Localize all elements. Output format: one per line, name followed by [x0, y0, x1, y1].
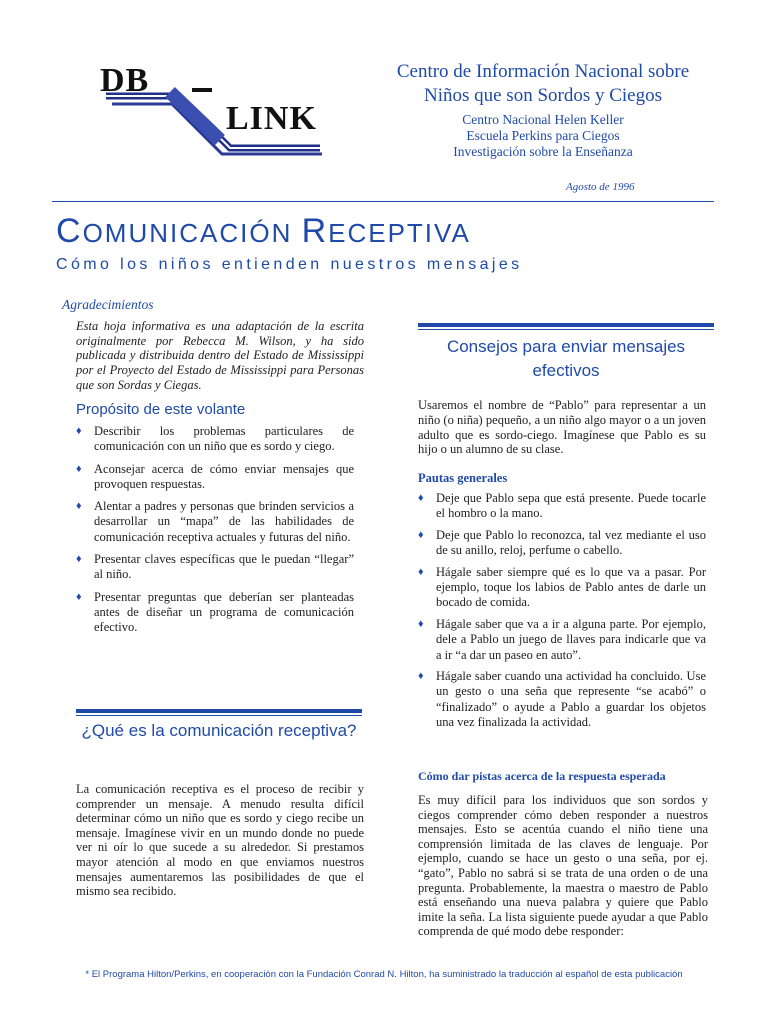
diamond-bullet-icon: ♦ [418, 492, 424, 504]
section-body-receptive: La comunicación receptiva es el proceso de recibir y comprender un mensaje. A menudo resulta difícil determinar cómo un niño que es sordo y ciego recibe un mensaje. Imagínese vivir en un mundo donde no puede ver ni oír lo que sucede a su alrededor. Si prestamos mayor atención al modo en que enviamos nuestros mensajes aumentaremos las posibilidades de que el mismo sea recibido. [76, 782, 364, 899]
list-item: ♦ Presentar claves específicas que le puedan “llegar” al niño. [76, 552, 354, 582]
org-sub-line2: Escuela Perkins para Ciegos [466, 128, 620, 143]
publication-date: Agosto de 1996 [566, 181, 635, 193]
section-divider [418, 323, 714, 330]
diamond-bullet-icon: ♦ [76, 425, 82, 437]
section-heading-tips: Consejos para enviar mensajes efectivos [446, 337, 686, 380]
list-item: ♦ Aconsejar acerca de cómo enviar mensajes que provoquen respuestas. [76, 461, 354, 491]
org-sub-line3: Investigación sobre la Enseñanza [453, 144, 633, 159]
list-item: ♦ Presentar preguntas que deberían ser planteadas antes de diseñar un programa de comunicación efectivo. [76, 589, 354, 635]
org-name-line2: Niños que son Sordos y Ciegos [423, 85, 663, 106]
purpose-list [76, 424, 354, 643]
list-item: ♦ Deje que Pablo sepa que está presente. Puede tocarle el hombro o la mano. [418, 491, 706, 521]
clues-body: Es muy difícil para los individuos que son sordos y ciegos comprender cómo deben responder a nuestros mensajes. Esto se acentúa cuando el niño tiene una comprensión limitada de las claves de lenguaje. Por ejemplo, cuando se hace un gesto o una seña, por ej. “gato”, Pablo no sabrá si se trata de una orden o de una pregunta. Probablemente, la maestra o maestro de Pablo está enseñando una nueva palabra y quiere que Pablo imite la seña. La lista siguiente puede ayudar a que Pablo comprenda de qué modo debe responder: [418, 793, 708, 939]
diamond-bullet-icon: ♦ [418, 670, 424, 683]
page-subtitle: Cómo los niños entienden nuestros mensajes [56, 256, 523, 273]
tips-intro: Usaremos el nombre de “Pablo” para representar a un niño (o niña) pequeño, a un niño algo mayor o a un joven adulto que es sordo-ciego. Imagínese que Pablo es su hijo o un alumno de su clase. [418, 398, 706, 457]
diamond-bullet-icon: ♦ [418, 528, 424, 541]
guidelines-heading: Pautas generales [418, 471, 508, 485]
diamond-bullet-icon: ♦ [418, 617, 424, 630]
clues-heading: Cómo dar pistas acerca de la respuesta esperada [418, 769, 666, 783]
list-item: ♦ Deje que Pablo lo reconozca, tal vez mediante el uso de su anillo, reloj, perfume o cabello. [418, 527, 706, 558]
list-item: ♦ Alentar a padres y personas que brinden servicios a desarrollar un “mapa” de las habilidades de comunicación receptiva actuales y futuras del niño. [76, 499, 354, 544]
purpose-heading: Propósito de este volante [76, 401, 246, 418]
logo-dash [192, 88, 212, 92]
organization-header [378, 60, 708, 160]
footer-note: * El Programa Hilton/Perkins, en cooperación con la Fundación Conrad N. Hilton, ha suministrado la traducción al español de esta publicación [85, 969, 683, 980]
diamond-bullet-icon: ♦ [418, 565, 424, 578]
section-divider [76, 709, 362, 716]
list-item: ♦ Describir los problemas particulares de comunicación con un niño que es sordo y ciego. [76, 424, 354, 454]
org-sub-line1: Centro Nacional Helen Keller [462, 112, 624, 127]
acknowledgements-text: Esta hoja informativa es una adaptación de la escrita originalmente por Rebecca M. Wilson, y ha sido publicada y distribuida dentro del Estado de Mississippi por el Proyecto del Estado de Mississippi para Personas que son Sordas y Ciegas. [76, 319, 364, 392]
header-divider [52, 201, 714, 202]
diamond-bullet-icon: ♦ [76, 590, 82, 603]
diamond-bullet-icon: ♦ [76, 553, 82, 566]
list-item: ♦ Hágale saber siempre qué es lo que va a pasar. Por ejemplo, toque los labios de Pablo antes de darle un bocado de comida. [418, 564, 706, 610]
section-heading-receptive: ¿Qué es la comunicación receptiva? [81, 721, 357, 740]
diamond-bullet-icon: ♦ [76, 462, 82, 475]
org-name-line1: Centro de Información Nacional sobre [396, 61, 690, 82]
logo-db-text: DB [100, 62, 150, 99]
guidelines-list [418, 491, 706, 737]
acknowledgements-heading: Agradecimientos [62, 297, 154, 312]
logo-link-text: LINK [226, 100, 317, 137]
db-link-logo [100, 58, 330, 158]
list-item: ♦ Hágale saber que va a ir a alguna parte. Por ejemplo, dele a Pablo un juego de llaves para indicarle que va a ir “a dar un paseo en auto”. [418, 616, 706, 662]
page-title: COMUNICACIÓN RECEPTIVA [56, 212, 471, 250]
diamond-bullet-icon: ♦ [76, 500, 82, 513]
list-item: ♦ Hágale saber cuando una actividad ha concluido. Use un gesto o una seña que represente “se acabó” o “finalizado” o ayude a Pablo a guardar los objetos una vez finalizada la actividad. [418, 669, 706, 730]
